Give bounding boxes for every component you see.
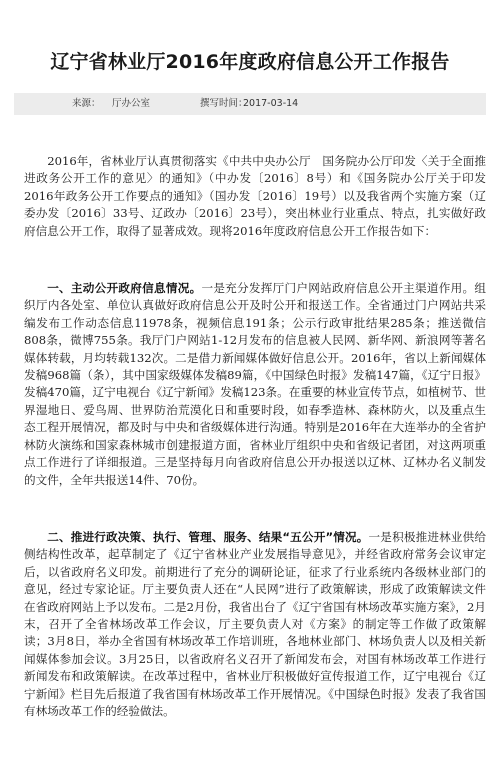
- time-value: 2017-03-14: [243, 98, 299, 109]
- section-1-heading: 一、主动公开政府信息情况。: [47, 281, 202, 296]
- section-2-paragraph: [24, 529, 486, 720]
- section-1-body: 一是充分发挥厅门户网站政府信息公开主渠道作用。组织厅内各处室、单位认真做好政府信息公开及时公开和报送工作。全省通过门户网站共采编发布工作动态信息11978条，视频信息191条；公示行政审批结果285条；推送微信808条，微博755条。我厅门户网站1-12月发布的信息被人民网、新华网、新浪网等著名媒体转载，月均转载132次。二是借力新闻媒体做好信息公开。2016年，省以上新闻媒体发稿968篇（条），其中国家级媒体发稿89篇，《中国绿色时报》发稿147篇，《辽宁日报》发稿470篇，辽宁电视台《辽宁新闻》发稿123条。在重要的林业宣传节点，如植树节、世界湿地日、爱鸟周、世界防治荒漠化日和重要时段，如春季造林、森林防火，以及重点生态工程开展情况，都及时与中央和省级媒体进行沟通。特别是2016年在大连举办的全省护林防火演练和国家森林城市创建报道方面，省林业厅组织中央和省级记者团，对这两项重点工作进行了详细报道。三是坚持每月向省政府信息公开办报送以辽林、辽林办名义制发的文件，全年共报送14件、70份。: [24, 281, 486, 487]
- article-title: 辽宁省林业厅2016年度政府信息公开工作报告: [50, 51, 450, 73]
- article-body: [24, 153, 486, 720]
- time-label: 撰写时间：: [200, 98, 248, 109]
- section-2-body: 一是积极推进林业供给侧结构性改革，起草制定了《辽宁省林业产业发展指导意见》，并经省政府常务会议审定后，以省政府名义印发。前期进行了充分的调研论证，征求了行业系统内各级林业部门的意见，经过专家论证。厅主要负责人还在“人民网”进行了政策解读，形成了政策解读文件在省政府网站上予以发布。二是2月份，我省出台了《辽宁省国有林场改革实施方案》，2月末，召开了全省林场改革工作会议，厅主要负责人对《方案》的制定等工作做了政策解读；3月8日，举办全省国有林场改革工作培训班，各地林业部门、林场负责人以及相关新闻媒体参加会议。3月25日，以省政府名义召开了新闻发布会，对国有林场改革工作进行新闻发布和政策解读。在改革过程中，省林业厅积极做好宣传报道工作，辽宁电视台《辽宁新闻》栏目先后报道了我省国有林场改革工作开展情况。《中国绿色时报》发表了我省国有林场改革工作的经验做法。: [24, 529, 486, 718]
- section-2-heading: 二、推进行政决策、执行、管理、服务、结果“五公开”情况。: [47, 529, 369, 544]
- article-meta-bar: [14, 93, 486, 115]
- source-label: 来源：: [72, 98, 101, 109]
- source-value: 厅办公室: [112, 98, 151, 109]
- intro-paragraph: 2016年，省林业厅认真贯彻落实《中共中央办公厅 国务院办公厅印发〈关于全面推进政务公开工作的意见〉的通知》（中办发〔2016〕8号）和《国务院办公厅关于印发2016年政务公开工作要点的通知》（国办发〔2016〕19号）以及我省两个实施方案（辽委办发〔2016〕33号、辽政办〔2016〕23号），突出林业行业重点、特点，扎实做好政府信息公开工作，取得了显著成效。现将2016年度政府信息公开工作报告如下：: [24, 154, 486, 238]
- section-1-paragraph: [24, 280, 486, 489]
